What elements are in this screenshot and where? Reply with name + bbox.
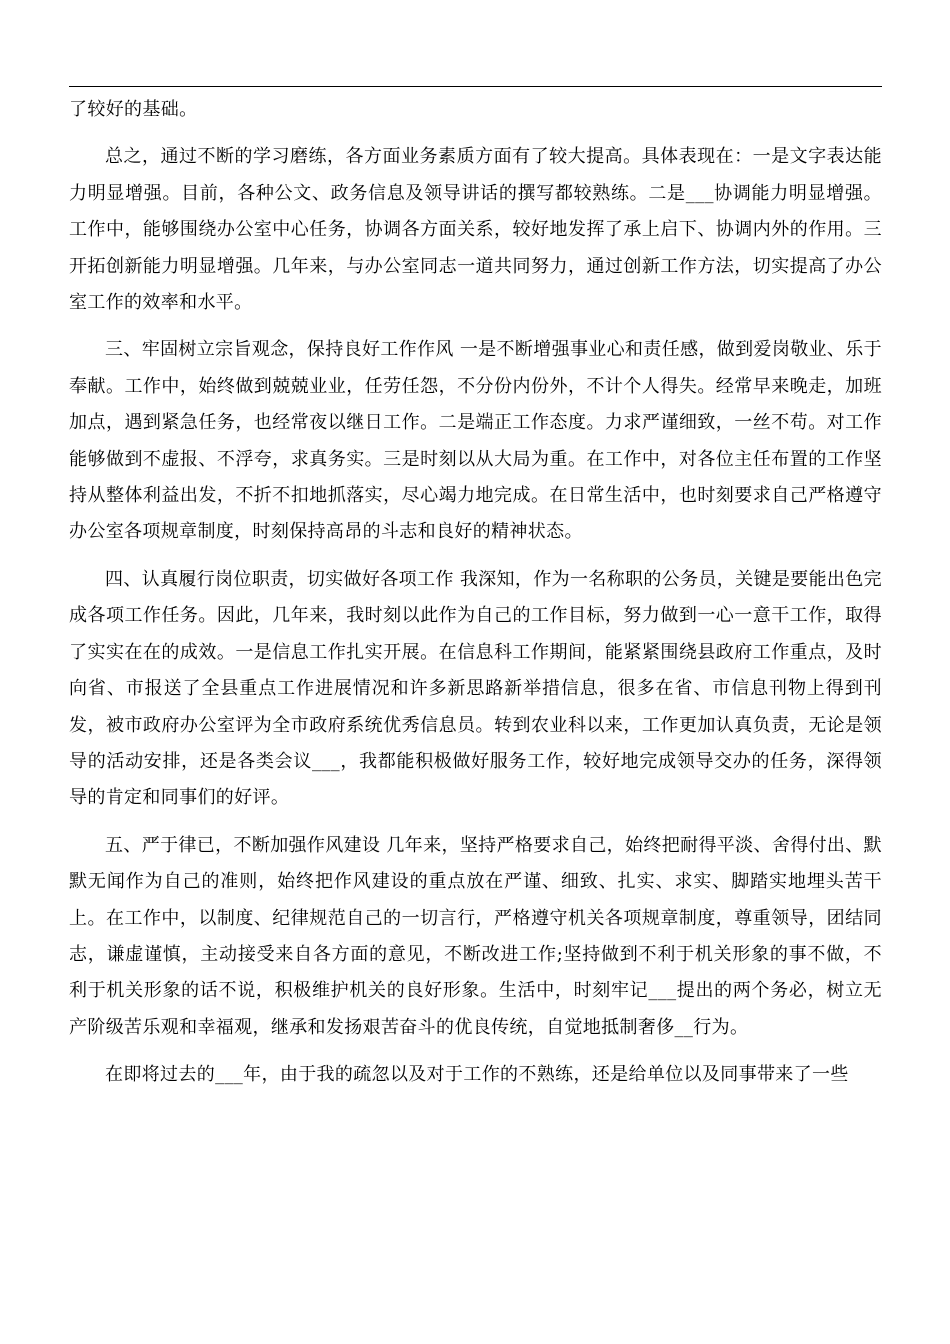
paragraph-summary: 总之，通过不断的学习磨练，各方面业务素质方面有了较大提高。具体表现在：一是文字表达能力明显增强。目前，各种公文、政务信息及领导讲话的撰写都较熟练。二是___协调能力明显增强。工作中，能够围绕办公室中心任务，协调各方面关系，较好地发挥了承上启下、协调内外的作用。三开拓创新能力明显增强。几年来，与办公室同志一道共同努力，通过创新工作方法，切实提高了办公室工作的效率和水平。: [69, 146, 882, 314]
document-body: [69, 92, 882, 1094]
paragraph-continuation: 了较好的基础。: [69, 99, 198, 120]
paragraph-section-four: 四、认真履行岗位职责，切实做好各项工作 我深知，作为一名称职的公务员，关键是要能出色完成各项工作任务。因此，几年来，我时刻以此作为自己的工作目标，努力做到一心一意干工作，取得了实实在在的成效。一是信息工作扎实开展。在信息科工作期间，能紧紧围绕县政府工作重点，及时向省、市报送了全县重点工作进展情况和许多新思路新举措信息，很多在省、市信息刊物上得到刊发，被市政府办公室评为全市政府系统优秀信息员。转到农业科以来，工作更加认真负责，无论是领导的活动安排，还是各类会议___，我都能积极做好服务工作，较好地完成领导交办的任务，深得领导的肯定和同事们的好评。: [69, 568, 882, 809]
paragraph-section-three: 三、牢固树立宗旨观念，保持良好工作作风 一是不断增强事业心和责任感，做到爱岗敬业、乐于奉献。工作中，始终做到兢兢业业，任劳任怨，不分份内份外，不计个人得失。经常早来晚走，加班加点，遇到紧急任务，也经常夜以继日工作。二是端正工作态度。力求严谨细致，一丝不苟。对工作能够做到不虚报、不浮夸，求真务实。三是时刻以从大局为重。在工作中，对各位主任布置的工作坚持从整体利益出发，不折不扣地抓落实，尽心竭力地完成。在日常生活中，也时刻要求自己严格遵守办公室各项规章制度，时刻保持高昂的斗志和良好的精神状态。: [69, 339, 882, 543]
paragraph-section-five: 五、严于律已，不断加强作风建设 几年来，坚持严格要求自己，始终把耐得平淡、舍得付出、默默无闻作为自己的准则，始终把作风建设的重点放在严谨、细致、扎实、求实、脚踏实地埋头苦干上。在工作中，以制度、纪律规范自己的一切言行，严格遵守机关各项规章制度，尊重领导，团结同志，谦虚谨慎，主动接受来自各方面的意见，不断改进工作;坚持做到不利于机关形象的事不做，不利于机关形象的话不说，积极维护机关的良好形象。生活中，时刻牢记___提出的两个务必，树立无产阶级苦乐观和幸福观，继承和发扬艰苦奋斗的优良传统，自觉地抵制奢侈__行为。: [69, 834, 882, 1038]
header-rule: [69, 86, 882, 87]
paragraph-closing: 在即将过去的___年，由于我的疏忽以及对于工作的不熟练，还是给单位以及同事带来了一些: [105, 1064, 849, 1086]
